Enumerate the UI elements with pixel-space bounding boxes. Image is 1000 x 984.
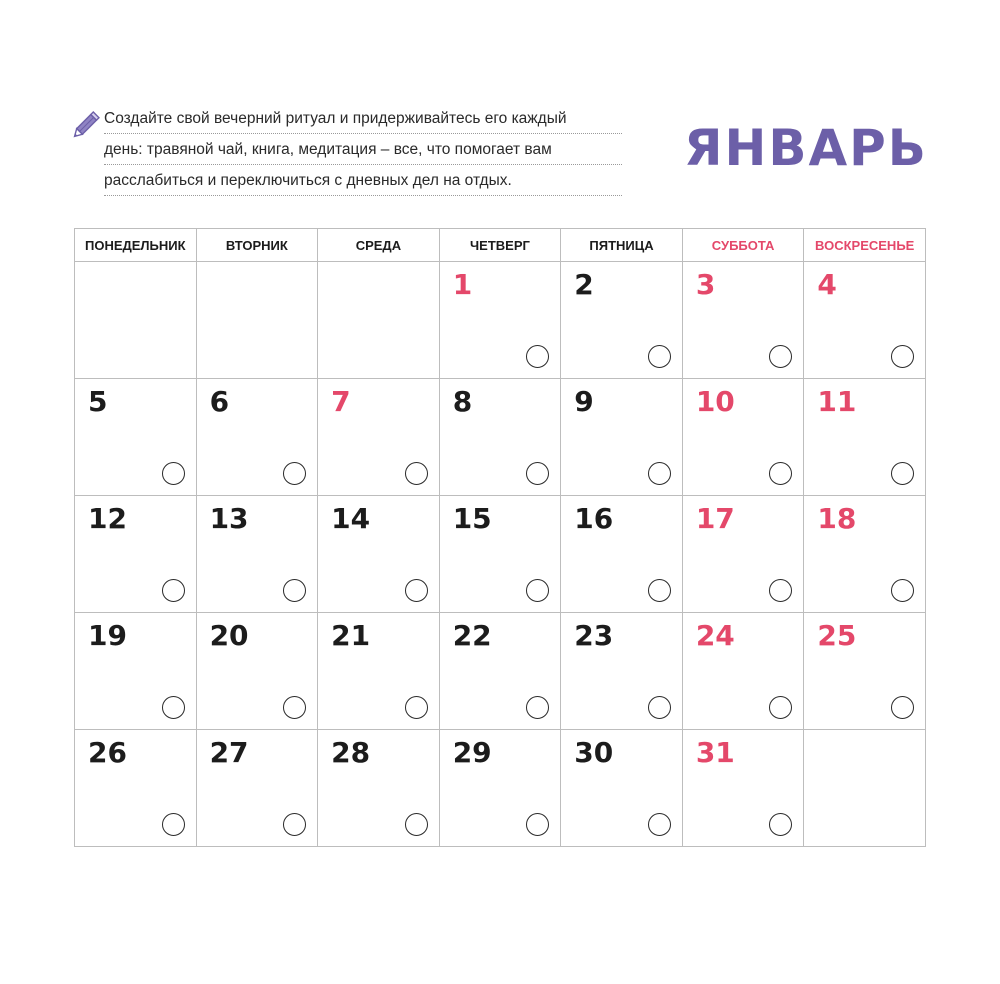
day-number: 16 [574,502,614,535]
week-row [75,613,926,730]
tip-text-block [104,104,622,197]
day-cell [196,496,318,613]
day-number: 8 [452,385,473,418]
habit-checkbox-circle[interactable] [162,579,185,602]
day-cell [682,262,804,379]
day-cell [561,262,683,379]
day-number: 13 [209,502,249,535]
weekday-wednesday: СРЕДА [318,229,440,262]
habit-checkbox-circle[interactable] [891,345,914,368]
day-number: 6 [209,385,230,418]
habit-checkbox-circle[interactable] [891,696,914,719]
habit-checkbox-circle[interactable] [526,696,549,719]
weekday-header-row [75,229,926,262]
day-cell [804,496,926,613]
day-number: 10 [695,385,735,418]
day-number: 25 [817,619,857,652]
day-cell [682,496,804,613]
day-cell [75,379,197,496]
habit-checkbox-circle[interactable] [648,813,671,836]
weekday-monday: ПОНЕДЕЛЬНИК [75,229,197,262]
habit-checkbox-circle[interactable] [891,579,914,602]
week-row [75,262,926,379]
pencil-icon [73,108,103,138]
day-number: 21 [331,619,371,652]
week-row [75,730,926,847]
habit-checkbox-circle[interactable] [405,462,428,485]
day-number: 5 [88,385,108,418]
habit-checkbox-circle[interactable] [283,696,306,719]
empty-day-cell [196,262,318,379]
habit-checkbox-circle[interactable] [648,345,671,368]
tip-line: день: травяной чай, книга, медитация – все, что помогает вам [104,135,622,165]
day-cell [561,730,683,847]
tip-line: Создайте свой вечерний ритуал и придерживайтесь его каждый [104,104,622,134]
day-number: 23 [574,619,614,652]
habit-checkbox-circle[interactable] [648,579,671,602]
day-number: 7 [331,385,351,418]
calendar-grid [74,228,926,847]
empty-day-cell [318,262,440,379]
day-number: 17 [695,502,735,535]
habit-checkbox-circle[interactable] [283,462,306,485]
habit-checkbox-circle[interactable] [405,813,428,836]
day-number: 29 [452,736,492,769]
habit-checkbox-circle[interactable] [283,813,306,836]
habit-checkbox-circle[interactable] [162,696,185,719]
day-cell [682,613,804,730]
day-number: 14 [331,502,371,535]
day-number: 12 [88,502,127,535]
day-cell [682,379,804,496]
habit-checkbox-circle[interactable] [891,462,914,485]
habit-checkbox-circle[interactable] [769,345,792,368]
habit-checkbox-circle[interactable] [769,579,792,602]
day-cell [439,496,561,613]
day-number: 3 [695,268,716,301]
weekday-saturday: СУББОТА [682,229,804,262]
tip-line: расслабиться и переключиться с дневных дел на отдых. [104,166,622,196]
day-cell [561,496,683,613]
habit-checkbox-circle[interactable] [405,696,428,719]
habit-checkbox-circle[interactable] [162,813,185,836]
habit-checkbox-circle[interactable] [405,579,428,602]
day-number: 31 [695,736,735,769]
weekday-sunday: ВОСКРЕСЕНЬЕ [804,229,926,262]
day-cell [804,613,926,730]
day-cell [439,262,561,379]
day-number: 1 [452,268,473,301]
day-cell [75,730,197,847]
day-cell [439,613,561,730]
day-number: 4 [817,268,837,301]
habit-checkbox-circle[interactable] [769,696,792,719]
month-title: ЯНВАРЬ [684,119,928,177]
day-number: 11 [817,385,857,418]
day-cell [196,730,318,847]
day-number: 15 [452,502,492,535]
day-cell [318,730,440,847]
day-cell [75,613,197,730]
habit-checkbox-circle[interactable] [526,579,549,602]
day-number: 9 [574,385,594,418]
empty-day-cell [75,262,197,379]
day-number: 22 [452,619,492,652]
week-row [75,496,926,613]
day-number: 24 [695,619,735,652]
day-number: 28 [331,736,371,769]
day-cell [804,262,926,379]
day-number: 2 [574,268,594,301]
day-cell [682,730,804,847]
day-number: 18 [817,502,857,535]
weekday-thursday: ЧЕТВЕРГ [439,229,561,262]
day-number: 30 [574,736,614,769]
weekday-tuesday: ВТОРНИК [196,229,318,262]
day-cell [318,613,440,730]
week-row [75,379,926,496]
weekday-friday: ПЯТНИЦА [561,229,683,262]
day-number: 26 [88,736,127,769]
habit-checkbox-circle[interactable] [769,813,792,836]
habit-checkbox-circle[interactable] [162,462,185,485]
habit-checkbox-circle[interactable] [526,813,549,836]
day-cell [804,379,926,496]
day-cell [561,379,683,496]
day-cell [561,613,683,730]
day-number: 20 [209,619,249,652]
habit-checkbox-circle[interactable] [648,462,671,485]
calendar-body [75,262,926,847]
day-number: 19 [88,619,127,652]
day-number: 27 [209,736,249,769]
day-cell [318,379,440,496]
day-cell [318,496,440,613]
habit-checkbox-circle[interactable] [526,345,549,368]
day-cell [196,613,318,730]
empty-day-cell [804,730,926,847]
habit-checkbox-circle[interactable] [526,462,549,485]
day-cell [439,379,561,496]
day-cell [439,730,561,847]
habit-checkbox-circle[interactable] [769,462,792,485]
habit-checkbox-circle[interactable] [648,696,671,719]
habit-checkbox-circle[interactable] [283,579,306,602]
day-cell [196,379,318,496]
day-cell [75,496,197,613]
